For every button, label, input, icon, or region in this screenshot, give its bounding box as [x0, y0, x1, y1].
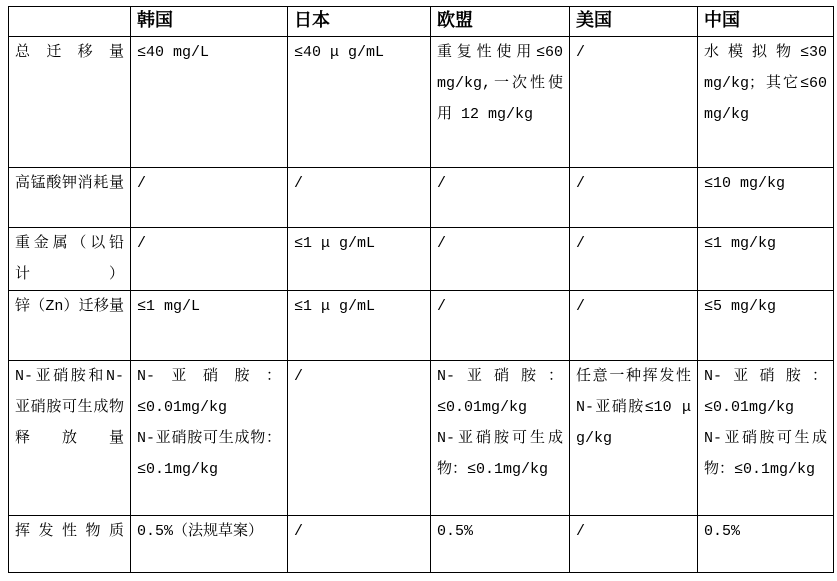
- column-header-japan: 日本: [288, 7, 431, 37]
- row-label-text: N-亚硝胺和N-亚硝胺可生成物释放量: [15, 368, 124, 447]
- row-label: [9, 361, 131, 516]
- cell-paragraph: 重复性使用≤60 mg/kg,一次性使用 12 mg/kg: [437, 44, 563, 123]
- column-header-china: 中国: [698, 7, 834, 37]
- cell-korea: [131, 291, 288, 361]
- cell-usa: [570, 291, 698, 361]
- cell-paragraph: 水模拟物≤30 mg/kg；其它≤60 mg/kg: [704, 44, 827, 123]
- cell-china: [698, 37, 834, 168]
- cell-paragraph: /: [294, 368, 304, 385]
- cell-paragraph: /: [437, 175, 447, 192]
- row-label: [9, 516, 131, 573]
- cell-eu: [431, 516, 570, 573]
- cell-usa: [570, 516, 698, 573]
- cell-paragraph: ≤5 mg/kg: [704, 298, 777, 315]
- cell-korea: [131, 228, 288, 291]
- cell-paragraph: N-亚硝胺可生成物：≤0.1mg/kg: [704, 430, 827, 478]
- cell-paragraph: ≤1 μ g/mL: [294, 235, 376, 252]
- cell-paragraph: ≤1 μ g/mL: [294, 298, 376, 315]
- cell-paragraph: ≤1 mg/kg: [704, 235, 777, 252]
- cell-japan: [288, 228, 431, 291]
- cell-korea: [131, 516, 288, 573]
- table-row-permanganate: [9, 168, 834, 228]
- cell-japan: [288, 291, 431, 361]
- cell-paragraph: 任意一种挥发性 N-亚硝胺≤10 μ g/kg: [576, 368, 691, 447]
- cell-usa: [570, 37, 698, 168]
- cell-paragraph: /: [437, 298, 447, 315]
- cell-paragraph: 0.5%: [437, 523, 474, 540]
- row-label-text: 高锰酸钾消耗量: [15, 175, 124, 192]
- cell-japan: [288, 37, 431, 168]
- cell-korea: [131, 361, 288, 516]
- cell-paragraph: /: [576, 523, 586, 540]
- cell-paragraph: /: [437, 235, 447, 252]
- cell-paragraph: ≤40 μ g/mL: [294, 44, 385, 61]
- cell-paragraph: ≤40 mg/L: [137, 44, 210, 61]
- row-label-text: 总迁移量: [15, 44, 124, 61]
- cell-paragraph: N-亚硝胺：≤0.01mg/kg: [704, 368, 827, 416]
- cell-china: [698, 291, 834, 361]
- cell-paragraph: N-亚硝胺可生成物：≤0.1mg/kg: [437, 430, 563, 478]
- table-row-total-migration: [9, 37, 834, 168]
- row-label-text: 挥发性物质: [15, 523, 124, 540]
- column-header-usa: 美国: [570, 7, 698, 37]
- table-row-nitrosamines: [9, 361, 834, 516]
- cell-eu: [431, 168, 570, 228]
- cell-usa: [570, 228, 698, 291]
- table-row-heavy-metals: [9, 228, 834, 291]
- cell-paragraph: /: [137, 175, 147, 192]
- cell-eu: [431, 361, 570, 516]
- cell-usa: [570, 168, 698, 228]
- cell-paragraph: 0.5%: [704, 523, 741, 540]
- cell-paragraph: 0.5%（法规草案）: [137, 523, 264, 540]
- cell-paragraph: /: [137, 235, 147, 252]
- cell-china: [698, 361, 834, 516]
- column-header-eu: 欧盟: [431, 7, 570, 37]
- cell-paragraph: N-亚硝胺可生成物：≤0.1mg/kg: [137, 430, 281, 478]
- cell-eu: [431, 37, 570, 168]
- row-label-text: 锌（Zn）迁移量: [15, 298, 124, 315]
- cell-paragraph: /: [294, 175, 304, 192]
- cell-japan: [288, 168, 431, 228]
- cell-paragraph: ≤1 mg/L: [137, 298, 201, 315]
- cell-korea: [131, 37, 288, 168]
- cell-japan: [288, 361, 431, 516]
- cell-eu: [431, 228, 570, 291]
- row-label: [9, 168, 131, 228]
- table-row-volatile-substances: [9, 516, 834, 573]
- cell-paragraph: /: [576, 175, 586, 192]
- header-row: [9, 7, 834, 37]
- cell-paragraph: /: [576, 44, 586, 61]
- regulation-comparison-table: [8, 6, 834, 573]
- cell-china: [698, 228, 834, 291]
- column-header-korea: 韩国: [131, 7, 288, 37]
- cell-eu: [431, 291, 570, 361]
- cell-japan: [288, 516, 431, 573]
- cell-paragraph: /: [576, 298, 586, 315]
- column-header-blank: [9, 7, 131, 37]
- cell-korea: [131, 168, 288, 228]
- cell-paragraph: /: [576, 235, 586, 252]
- row-label: [9, 291, 131, 361]
- cell-paragraph: /: [294, 523, 304, 540]
- cell-paragraph: N-亚硝胺：≤0.01mg/kg: [137, 368, 281, 416]
- row-label: [9, 228, 131, 291]
- table-row-zinc-migration: [9, 291, 834, 361]
- row-label-text: 重金属（以铅计）: [15, 235, 124, 283]
- row-label: [9, 37, 131, 168]
- cell-paragraph: ≤10 mg/kg: [704, 175, 786, 192]
- cell-china: [698, 516, 834, 573]
- cell-paragraph: N-亚硝胺：≤0.01mg/kg: [437, 368, 563, 416]
- cell-usa: [570, 361, 698, 516]
- cell-china: [698, 168, 834, 228]
